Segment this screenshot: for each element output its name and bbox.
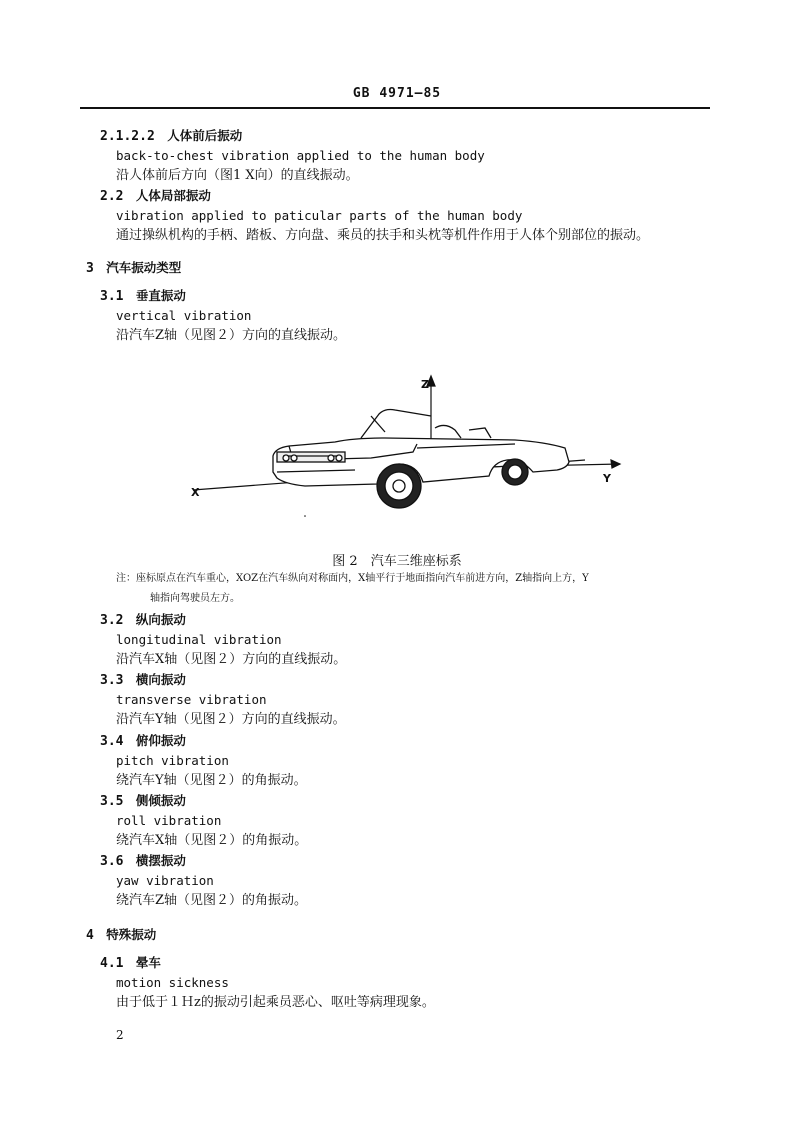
english-term: roll vibration (116, 813, 222, 828)
chapter-number: 3 (86, 261, 94, 276)
section-heading (100, 672, 186, 689)
section-number: 2.2 (100, 189, 124, 204)
section-heading (100, 733, 186, 750)
section-number: 3.2 (100, 613, 124, 628)
figure-note-line2: 轴指向驾驶员左方。 (150, 593, 240, 604)
section-title: 晕车 (135, 955, 161, 970)
english-term: pitch vibration (116, 753, 229, 768)
chapter-title: 特殊振动 (106, 927, 157, 942)
english-term: longitudinal vibration (116, 632, 282, 647)
section-title: 横向振动 (135, 672, 186, 687)
section-number: 3.5 (100, 794, 124, 809)
section-number: 4.1 (100, 956, 124, 971)
english-term: vibration applied to paticular parts of the human body (116, 208, 523, 223)
section-title: 垂直振动 (135, 288, 186, 303)
section-title: 人体局部振动 (135, 188, 211, 203)
convertible-car-drawing (273, 410, 569, 509)
section-number: 3.6 (100, 854, 124, 869)
y-axis-label: Y (603, 472, 611, 485)
definition-text: 沿人体前后方向（图1 X向）的直线振动。 (116, 168, 359, 183)
section-heading (100, 288, 186, 305)
section-heading (100, 188, 211, 205)
y-axis-arrow (611, 460, 620, 468)
definition-text: 绕汽车Z轴（见图２）的角振动。 (116, 893, 308, 908)
definition-text: 绕汽车Y轴（见图２）的角振动。 (116, 773, 307, 788)
section-number: 3.1 (100, 289, 124, 304)
section-title: 侧倾振动 (135, 793, 186, 808)
english-term: transverse vibration (116, 692, 267, 707)
section-number: 3.3 (100, 673, 124, 688)
definition-text: 沿汽车Z轴（见图２）方向的直线振动。 (116, 328, 347, 343)
section-heading (100, 128, 242, 145)
chapter-heading (86, 260, 181, 277)
x-axis-label: X (191, 486, 200, 499)
section-heading (100, 612, 186, 629)
section-number: 3.4 (100, 734, 124, 749)
definition-text: 沿汽车X轴（见图２）方向的直线振动。 (116, 652, 347, 667)
section-number: 2.1.2.2 (100, 129, 155, 144)
definition-text: 沿汽车Y轴（见图２）方向的直线振动。 (116, 712, 346, 727)
origin-dot (304, 515, 306, 517)
page-number: 2 (116, 1028, 124, 1042)
section-heading (100, 853, 186, 870)
definition-text: 绕汽车X轴（见图２）的角振动。 (116, 833, 308, 848)
section-title: 纵向振动 (135, 612, 186, 627)
english-term: back-to-chest vibration applied to the human body (116, 148, 485, 163)
standard-code-header: GB 4971—85 (352, 86, 442, 101)
figure-note-line1: 注：座标原点在汽车重心，XOZ在汽车纵向对称面内，X轴平行于地面指向汽车前进方向，Z轴指向上方，Y (116, 573, 589, 584)
definition-text: 通过操纵机构的手柄、踏板、方向盘、乘员的扶手和头枕等机件作用于人体个别部位的振动。 (116, 228, 650, 243)
chapter-heading (86, 927, 156, 944)
z-axis-label: Z (421, 378, 429, 391)
figure-caption: 图 2 汽车三维座标系 (332, 554, 462, 569)
definition-text: 由于低于１Ｈz的振动引起乘员恶心、呕吐等病理现象。 (116, 995, 435, 1010)
section-title: 人体前后振动 (167, 128, 243, 143)
english-term: yaw vibration (116, 873, 214, 888)
car-coordinate-figure (185, 372, 625, 532)
section-title: 俯仰振动 (135, 733, 186, 748)
header-rule (80, 107, 710, 109)
chapter-title: 汽车振动类型 (106, 260, 182, 275)
english-term: motion sickness (116, 975, 229, 990)
section-title: 横摆振动 (135, 853, 186, 868)
section-heading (100, 793, 186, 810)
english-term: vertical vibration (116, 308, 252, 323)
chapter-number: 4 (86, 928, 94, 943)
section-heading (100, 955, 161, 972)
